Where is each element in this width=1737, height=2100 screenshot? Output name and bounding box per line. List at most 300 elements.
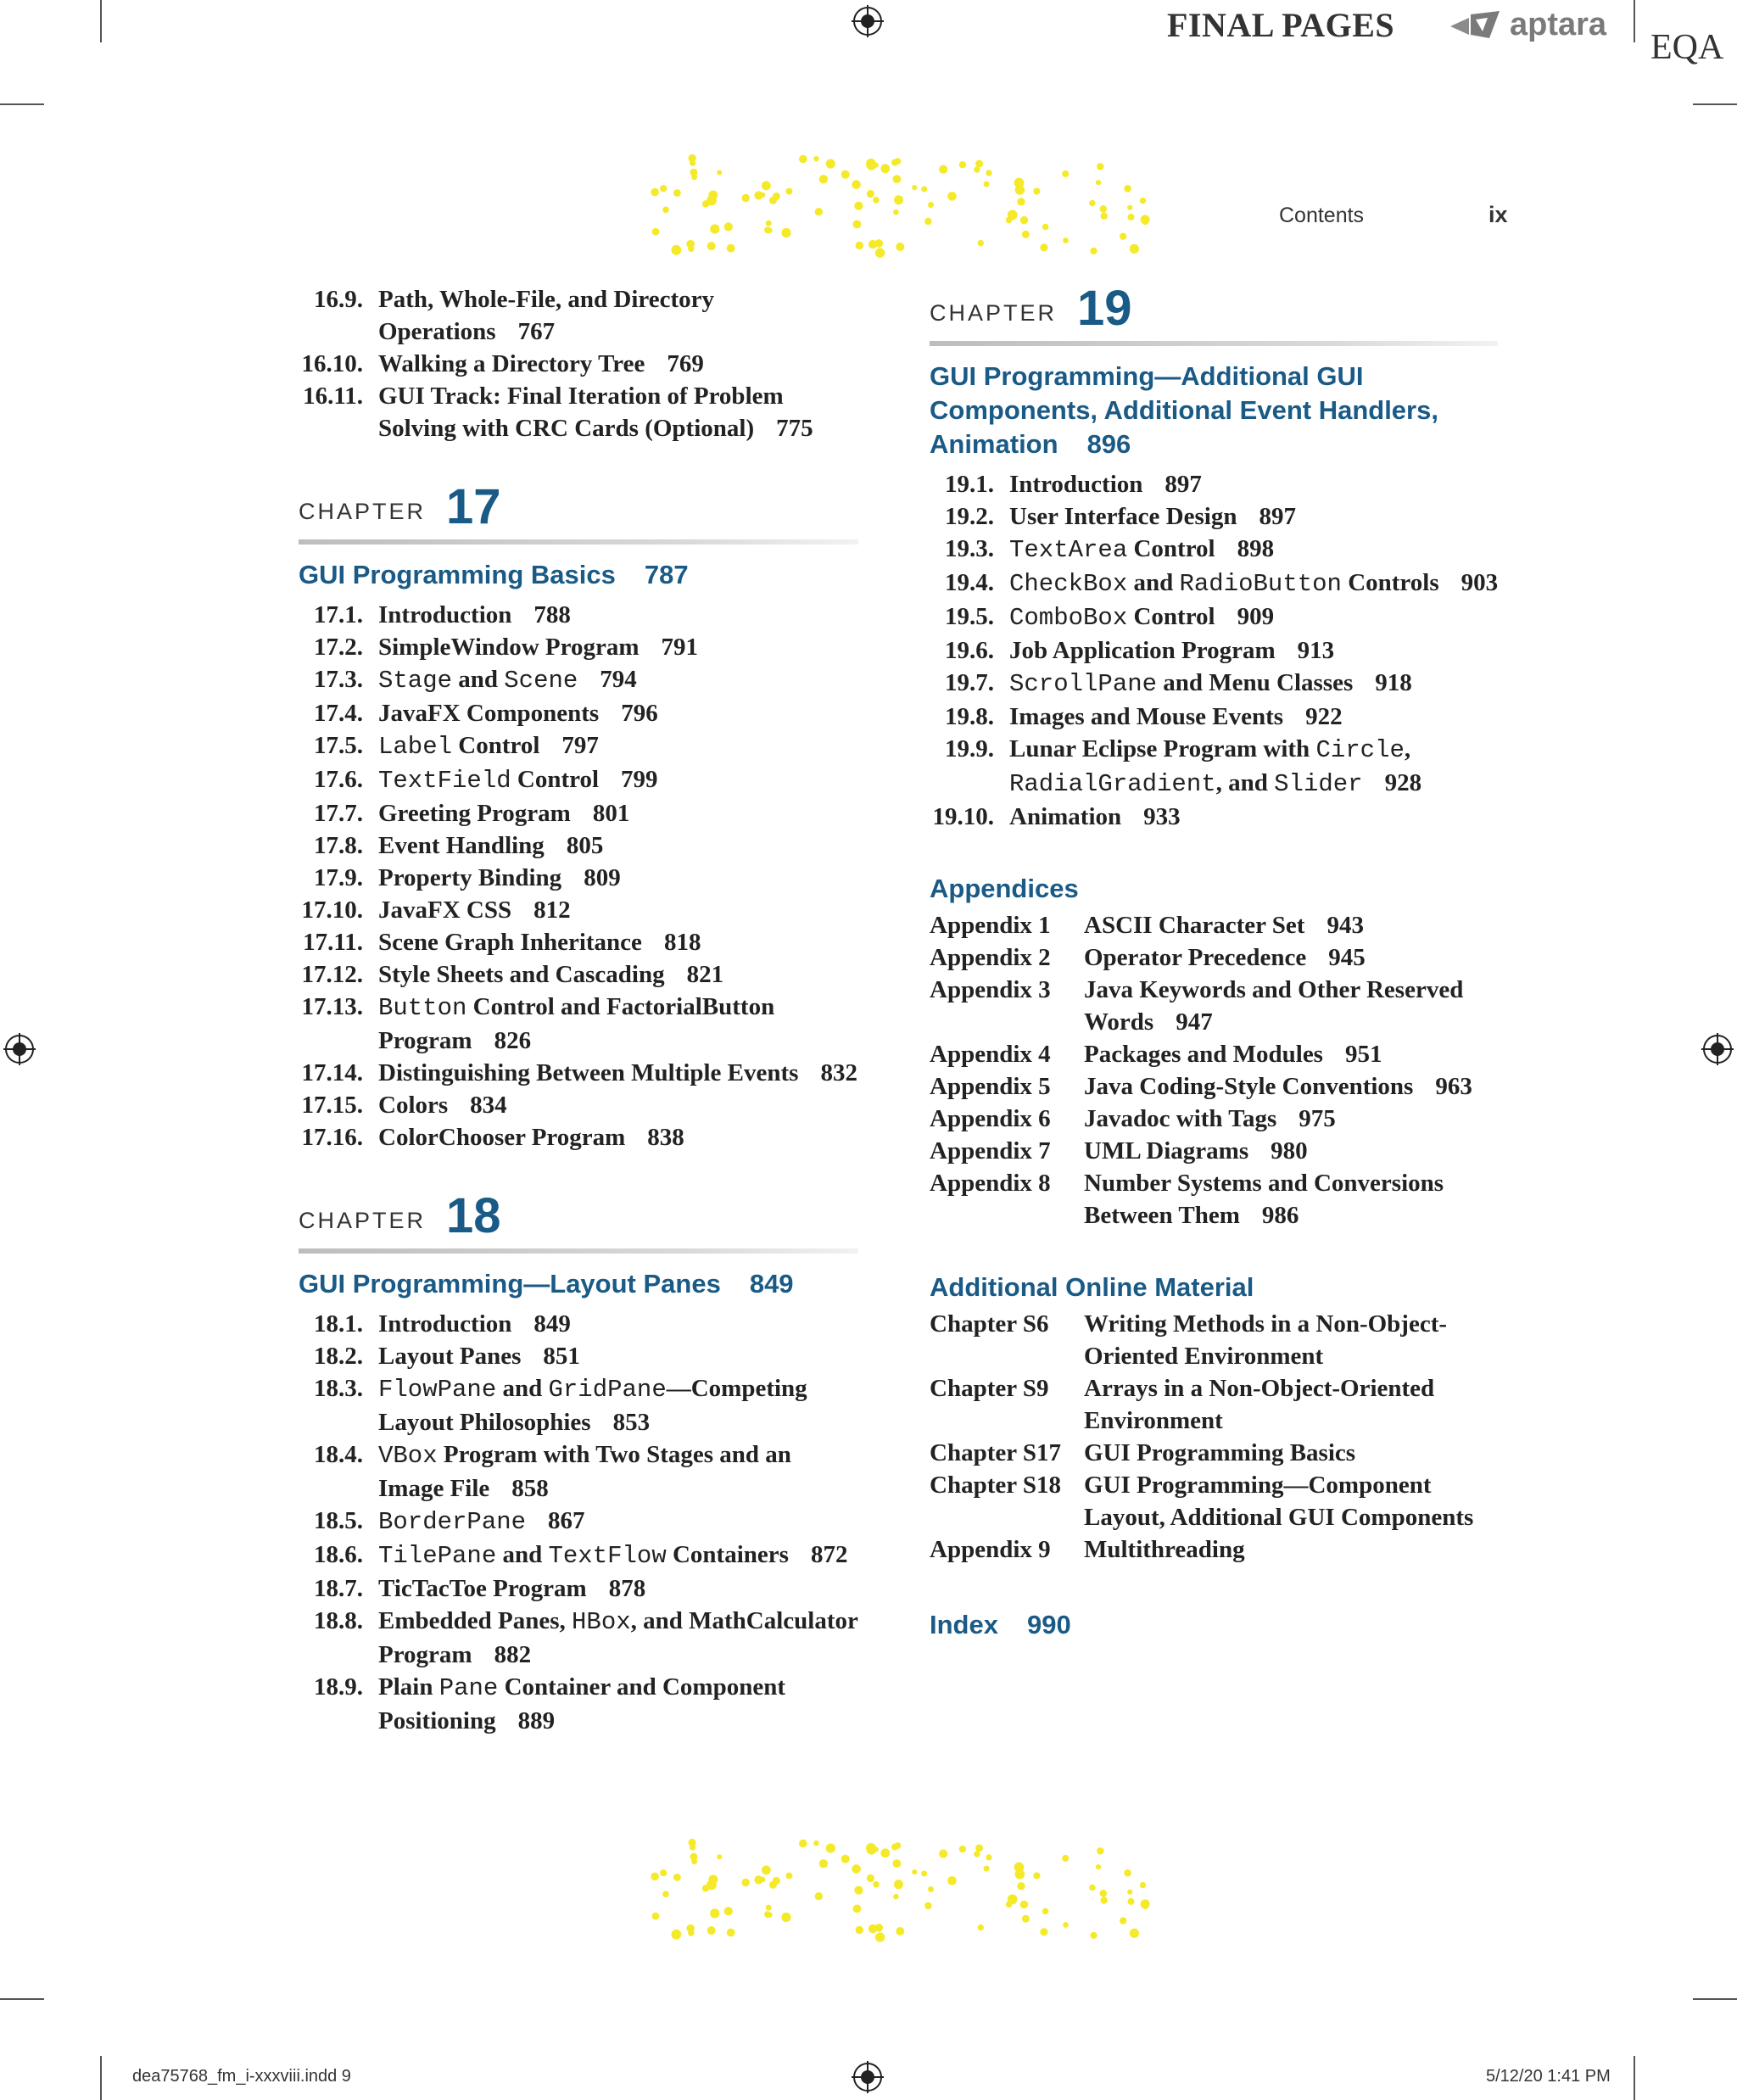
decorative-dot (673, 1874, 681, 1881)
section-title: Label Control 797 (378, 732, 599, 761)
appendices-list (930, 909, 1523, 1232)
section-title: Animation 933 (1009, 803, 1181, 830)
decorative-dot (894, 195, 903, 204)
decorative-dot (1042, 1908, 1049, 1915)
page-number: 838 (647, 1124, 684, 1151)
section-number: 16.11. (303, 383, 363, 410)
page-number: 867 (548, 1507, 585, 1534)
entry-label: Appendix 1 (930, 912, 1051, 939)
toc-entry[interactable] (299, 894, 884, 926)
decorative-dot (894, 1879, 903, 1889)
section-number: 18.4. (314, 1441, 363, 1468)
decorative-dot (984, 1866, 990, 1872)
decorative-dot (896, 243, 904, 251)
toc-right-column (930, 283, 1523, 1645)
running-head-title: Contents (1279, 204, 1365, 227)
decorative-dot (1120, 233, 1126, 240)
section-number: 17.10. (301, 896, 363, 924)
toc-entry[interactable] (930, 1038, 1523, 1070)
chapter-18-entries (299, 1308, 884, 1737)
decorative-dot (660, 1869, 667, 1876)
toc-entry[interactable] (299, 697, 884, 729)
decorative-dot (766, 1905, 772, 1911)
decorative-dot (880, 164, 890, 173)
toc-entry[interactable] (299, 1438, 884, 1505)
section-title: ScrollPane and Menu Classes 918 (1009, 669, 1412, 698)
entry-title: Java Keywords and Other Reserved Words 947 (1084, 976, 1464, 1036)
toc-entry[interactable] (930, 1308, 1523, 1372)
decorative-dot (986, 170, 991, 176)
section-number: 17.16. (301, 1124, 363, 1151)
section-title: Layout Panes 851 (378, 1343, 580, 1370)
decorative-dot (1124, 1869, 1131, 1877)
page-number: 832 (820, 1059, 857, 1086)
section-number: 19.3. (945, 535, 994, 562)
section-number: 17.13. (301, 993, 363, 1020)
decorative-dot (1020, 1901, 1028, 1908)
decorative-dot (1101, 1897, 1108, 1904)
section-number: 17.2. (314, 634, 363, 661)
decorative-dot (673, 189, 681, 197)
registration-mark-icon (852, 2061, 884, 2093)
decorative-dot (984, 182, 990, 187)
decorative-dot (762, 1866, 771, 1875)
decorative-dot (1090, 1932, 1097, 1939)
decorative-dot (708, 191, 718, 200)
decorative-dot (691, 174, 697, 180)
page-number: 787 (644, 560, 689, 589)
decorative-dot (853, 221, 862, 229)
appendices-heading: Appendices (930, 874, 1079, 903)
page-number: 812 (533, 896, 571, 924)
decorative-dot (662, 207, 669, 214)
aptara-logo (1450, 3, 1606, 46)
page-number: 834 (470, 1092, 507, 1119)
decorative-dot (1033, 187, 1040, 194)
decorative-dot (651, 1873, 659, 1881)
decorative-dot (1142, 1903, 1148, 1909)
page-number: 849 (749, 1269, 794, 1299)
toc-entry[interactable] (930, 567, 1523, 600)
section-title: ColorChooser Program 838 (378, 1124, 684, 1151)
toc-entry[interactable] (299, 1121, 884, 1153)
decorative-dot (1142, 219, 1148, 225)
entry-title: ASCII Character Set 943 (1084, 912, 1364, 939)
section-number: 16.9. (314, 286, 363, 313)
toc-entry[interactable] (299, 348, 884, 380)
section-title: Event Handling 805 (378, 832, 604, 859)
decorative-dot (893, 209, 899, 215)
online-material-heading: Additional Online Material (930, 1272, 1254, 1302)
toc-entry[interactable] (930, 909, 1523, 941)
toc-entry[interactable] (930, 634, 1523, 667)
decorative-dot (717, 170, 722, 175)
decorative-dot (856, 1926, 863, 1934)
decorative-dot (727, 244, 735, 253)
section-number: 19.10. (932, 803, 994, 830)
section-title: TilePane and TextFlow Containers 872 (378, 1541, 848, 1570)
section-title: Lunar Eclipse Program with Circle, RadialGradient, and Slider 928 (1009, 735, 1422, 798)
page-number: 945 (1328, 944, 1366, 971)
page-number: 799 (621, 766, 658, 793)
decorative-dot (764, 226, 771, 233)
toc-entry[interactable] (299, 663, 884, 697)
chapter-number: 19 (1077, 281, 1132, 336)
decorative-dot (1062, 1855, 1069, 1862)
chapter-word: CHAPTER (930, 300, 1058, 326)
page-number: 947 (1176, 1008, 1213, 1036)
toc-entry[interactable] (299, 797, 884, 829)
decorative-dot (1008, 1895, 1018, 1905)
section-number: 17.12. (301, 961, 363, 988)
decorative-dot (813, 156, 818, 161)
toc-entry[interactable] (930, 974, 1523, 1038)
decorative-dot (986, 1854, 991, 1860)
section-title: Introduction 897 (1009, 471, 1202, 498)
toc-entry[interactable] (930, 533, 1523, 567)
decorative-dot (873, 197, 880, 204)
decorative-dot (819, 1859, 828, 1868)
toc-entry[interactable] (299, 991, 884, 1057)
decorative-dot (799, 1840, 807, 1848)
section-title: Distinguishing Between Multiple Events 832 (378, 1059, 857, 1086)
chapter-rule (299, 1248, 858, 1254)
entry-label: Appendix 3 (930, 976, 1051, 1003)
decorative-dot (724, 1907, 733, 1915)
decorative-dot (813, 1840, 818, 1846)
crop-mark (100, 0, 102, 42)
decorative-dot (841, 1855, 850, 1863)
section-title: Introduction 788 (378, 601, 571, 628)
toc-entry[interactable] (930, 733, 1523, 801)
decorative-dot (708, 1875, 718, 1885)
toc-entry[interactable] (930, 801, 1523, 833)
decorative-dot (921, 187, 927, 193)
entry-label: Appendix 8 (930, 1170, 1051, 1197)
decorative-dot (875, 1932, 885, 1941)
section-title: Property Binding 809 (378, 864, 621, 891)
section-number: 17.1. (314, 601, 363, 628)
dot-pattern-bottom (646, 1835, 1155, 1946)
decorative-dot (819, 175, 828, 183)
section-number: 19.1. (945, 471, 994, 498)
toc-entry[interactable] (299, 1372, 884, 1438)
entry-label: Appendix 2 (930, 944, 1051, 971)
page-number: 805 (566, 832, 604, 859)
toc-entry[interactable] (299, 829, 884, 862)
decorative-dot (893, 175, 902, 183)
decorative-dot (762, 182, 771, 191)
section-title: TextField Control 799 (378, 766, 658, 795)
page-number: 788 (533, 601, 571, 628)
toc-entry[interactable] (299, 763, 884, 797)
entry-label: Chapter S17 (930, 1439, 1061, 1466)
decorative-dot (867, 190, 874, 198)
decorative-dot (1090, 248, 1097, 254)
aptara-wordmark: aptara (1510, 6, 1607, 42)
entry-label: Chapter S9 (930, 1375, 1049, 1402)
crop-mark (1693, 103, 1737, 105)
entry-label: Chapter S6 (930, 1310, 1049, 1338)
decorative-dot (1017, 198, 1025, 205)
toc-entry[interactable] (299, 729, 884, 763)
chapter-heading (299, 1188, 884, 1243)
decorative-dot (707, 242, 716, 250)
toc-entry[interactable] (930, 468, 1523, 500)
registration-mark-icon (852, 5, 884, 37)
toc-entry[interactable] (299, 958, 884, 991)
crop-mark (1634, 0, 1635, 42)
decorative-dot (928, 1886, 934, 1892)
entry-label: Appendix 9 (930, 1536, 1051, 1563)
decorative-dot (893, 1859, 902, 1868)
toc-entry[interactable] (299, 380, 884, 444)
section-title: BorderPane 867 (378, 1507, 585, 1536)
decorative-dot (710, 224, 719, 233)
decorative-dot (742, 194, 750, 202)
decorative-dot (1130, 1929, 1139, 1938)
entry-title: Packages and Modules 951 (1084, 1041, 1382, 1068)
page-number: 796 (621, 700, 658, 727)
entry-label: Chapter S18 (930, 1472, 1061, 1499)
decorative-dot (690, 160, 695, 166)
chapter-rule (930, 341, 1498, 346)
page-number: 769 (667, 350, 704, 377)
section-title: VBox Program with Two Stages and an Image File 858 (378, 1441, 791, 1502)
page-number: 951 (1344, 1041, 1382, 1068)
decorative-dot (826, 1844, 835, 1853)
section-title: Button Control and FactorialButton Program 826 (378, 993, 775, 1054)
decorative-dot (785, 1873, 792, 1879)
decorative-dot (873, 1881, 880, 1888)
decorative-dot (1120, 1918, 1126, 1924)
section-number: 19.9. (945, 735, 994, 762)
chapter-17-entries (299, 599, 884, 1153)
decorative-dot (866, 1843, 876, 1853)
page-number: 767 (517, 318, 556, 345)
section-title: ComboBox Control 909 (1009, 603, 1275, 632)
decorative-dot (1097, 163, 1103, 170)
toc-entry[interactable] (299, 1671, 884, 1737)
page-number: 898 (1237, 535, 1275, 562)
section-title: Walking a Directory Tree 769 (378, 350, 704, 377)
toc-entry[interactable] (930, 1167, 1523, 1232)
section-title: JavaFX CSS 812 (378, 896, 571, 924)
page-number: 986 (1261, 1202, 1299, 1229)
chapter-number: 17 (446, 479, 501, 534)
section-title: Images and Mouse Events 922 (1009, 703, 1343, 730)
page-number: 918 (1375, 669, 1412, 696)
page-number: 858 (511, 1475, 549, 1502)
decorative-dot (975, 1845, 983, 1852)
toc-entry[interactable] (930, 1469, 1523, 1533)
decorative-dot (702, 1885, 709, 1891)
decorative-dot (1017, 1882, 1025, 1890)
section-number: 18.3. (314, 1375, 363, 1402)
chapter-heading (299, 479, 884, 534)
decorative-dot (651, 188, 659, 197)
toc-entry[interactable] (299, 1572, 884, 1605)
decorative-dot (921, 1871, 927, 1877)
entry-title: Arrays in a Non-Object-Oriented Environment (1084, 1375, 1435, 1434)
toc-entry[interactable] (299, 1605, 884, 1671)
section-title: SimpleWindow Program 791 (378, 634, 698, 661)
index-entry[interactable]: Index 990 (930, 1610, 1071, 1639)
page-number: 922 (1305, 703, 1343, 730)
decorative-dot (959, 1846, 966, 1852)
toc-entry[interactable] (930, 1135, 1523, 1167)
toc-entry[interactable] (299, 1539, 884, 1572)
section-title: Greeting Program 801 (378, 800, 630, 827)
crop-mark (1693, 1998, 1737, 2000)
page-number: 851 (543, 1343, 580, 1370)
decorative-dot (690, 1845, 695, 1851)
section-number: 17.5. (314, 732, 363, 759)
page-number: 928 (1384, 769, 1422, 796)
toc-entry[interactable] (299, 1340, 884, 1372)
section-number: 19.2. (945, 503, 994, 530)
toc-entry[interactable] (930, 941, 1523, 974)
chapter-title[interactable]: GUI Programming—Layout Panes 849 (299, 1269, 794, 1299)
decorative-dot (867, 1874, 874, 1882)
toc-entry[interactable] (930, 1103, 1523, 1135)
page-number: 818 (663, 929, 701, 956)
page-number: 849 (533, 1310, 571, 1338)
decorative-dot (1015, 1869, 1025, 1879)
chapter-number: 18 (446, 1188, 501, 1243)
section-title: FlowPane and GridPane—Competing Layout Philosophies 853 (378, 1375, 807, 1436)
toc-entry[interactable] (299, 926, 884, 958)
section-number: 17.11. (303, 929, 363, 956)
section-title: Introduction 849 (378, 1310, 571, 1338)
decorative-dot (852, 180, 861, 189)
decorative-dot (1096, 180, 1101, 185)
decorative-dot (891, 1844, 898, 1851)
decorative-dot (856, 242, 863, 249)
decorative-dot (766, 221, 772, 226)
entry-label: Appendix 7 (930, 1137, 1051, 1164)
toc-entry[interactable] (930, 701, 1523, 733)
decorative-dot (1033, 1872, 1040, 1879)
toc-entry[interactable] (930, 1437, 1523, 1469)
toc-entry[interactable] (299, 862, 884, 894)
decorative-dot (1140, 1882, 1146, 1888)
decorative-dot (924, 1902, 931, 1909)
section-title: Scene Graph Inheritance 818 (378, 929, 701, 956)
registration-mark-icon (3, 1033, 36, 1065)
chapter-rule (299, 539, 858, 545)
section-title: TextArea Control 898 (1009, 535, 1275, 564)
section-number: 19.6. (945, 637, 994, 664)
page-number: 775 (776, 415, 813, 442)
decorative-dot (975, 160, 983, 168)
decorative-dot (815, 208, 823, 215)
chapter-title[interactable]: GUI Programming—Additional GUI Components, Additional Event Handlers, Animation 896 (930, 361, 1438, 459)
aptara-arrow-icon (1450, 9, 1501, 40)
toc-entry[interactable] (930, 500, 1523, 533)
decorative-dot (1042, 224, 1049, 231)
page-number: 882 (494, 1641, 532, 1668)
entry-title: Java Coding-Style Conventions 963 (1084, 1073, 1472, 1100)
section-number: 19.7. (945, 669, 994, 696)
section-title: JavaFX Components 796 (378, 700, 658, 727)
section-number: 18.5. (314, 1507, 363, 1534)
decorative-dot (1100, 1890, 1108, 1897)
toc-entry[interactable] (299, 631, 884, 663)
running-head-page-number: ix (1488, 202, 1508, 227)
section-number: 18.6. (314, 1541, 363, 1568)
decorative-dot (1100, 205, 1108, 213)
eqa-label: EQA (1650, 28, 1724, 67)
page-number: 913 (1297, 637, 1335, 664)
section-title: Job Application Program 913 (1009, 637, 1335, 664)
toc-entry[interactable] (299, 1308, 884, 1340)
decorative-dot (724, 222, 733, 231)
decorative-dot (1020, 216, 1028, 224)
page-number: 897 (1165, 471, 1202, 498)
toc-entry[interactable] (299, 283, 884, 348)
toc-entry[interactable] (930, 1533, 1523, 1566)
section-number: 19.8. (945, 703, 994, 730)
entry-title: UML Diagrams 980 (1084, 1137, 1308, 1164)
crop-mark (0, 1998, 44, 2000)
decorative-dot (1127, 205, 1132, 210)
toc-entry[interactable] (930, 1372, 1523, 1437)
page-number: 853 (612, 1409, 651, 1436)
decorative-dot (974, 1851, 980, 1857)
toc-entry[interactable] (930, 600, 1523, 634)
decorative-dot (852, 1864, 861, 1874)
section-number: 18.7. (314, 1575, 363, 1602)
chapter-word: CHAPTER (299, 1208, 427, 1233)
toc-entry[interactable] (299, 1057, 884, 1089)
footer-file-name: dea75768_fm_i-xxxviii.indd 9 (132, 2067, 351, 2086)
decorative-dot (672, 245, 682, 255)
decorative-dot (924, 218, 931, 225)
decorative-dot (1015, 185, 1025, 195)
toc-entry[interactable] (299, 1089, 884, 1121)
toc-entry[interactable] (930, 1070, 1523, 1103)
page-number: 896 (1086, 429, 1131, 459)
decorative-dot (868, 240, 877, 249)
page-number: 826 (494, 1027, 532, 1054)
decorative-dot (688, 246, 694, 252)
decorative-dot (742, 1879, 750, 1886)
toc-left-column (299, 283, 884, 1737)
section-number: 18.8. (314, 1607, 363, 1634)
page-number: 809 (584, 864, 621, 891)
section-number: 19.4. (945, 569, 994, 596)
page-number: 791 (661, 634, 698, 661)
page-number: 980 (1271, 1137, 1308, 1164)
online-material-list (930, 1308, 1523, 1566)
section-number: 18.9. (314, 1673, 363, 1701)
toc-entry[interactable] (299, 599, 884, 631)
toc-entry[interactable] (299, 1505, 884, 1539)
decorative-dot (781, 1913, 790, 1922)
page-number: 903 (1461, 569, 1499, 596)
entry-label: Appendix 5 (930, 1073, 1051, 1100)
chapter-19-entries (930, 468, 1523, 833)
page-number: 943 (1326, 912, 1364, 939)
chapter-heading (930, 283, 1523, 334)
decorative-dot (1128, 1898, 1135, 1905)
decorative-dot (785, 188, 792, 195)
toc-entry[interactable] (930, 667, 1523, 701)
entry-title: Writing Methods in a Non-Object- Oriented Environment (1084, 1310, 1448, 1370)
page-number: 797 (561, 732, 599, 759)
chapter-title[interactable]: GUI Programming Basics 787 (299, 560, 689, 589)
